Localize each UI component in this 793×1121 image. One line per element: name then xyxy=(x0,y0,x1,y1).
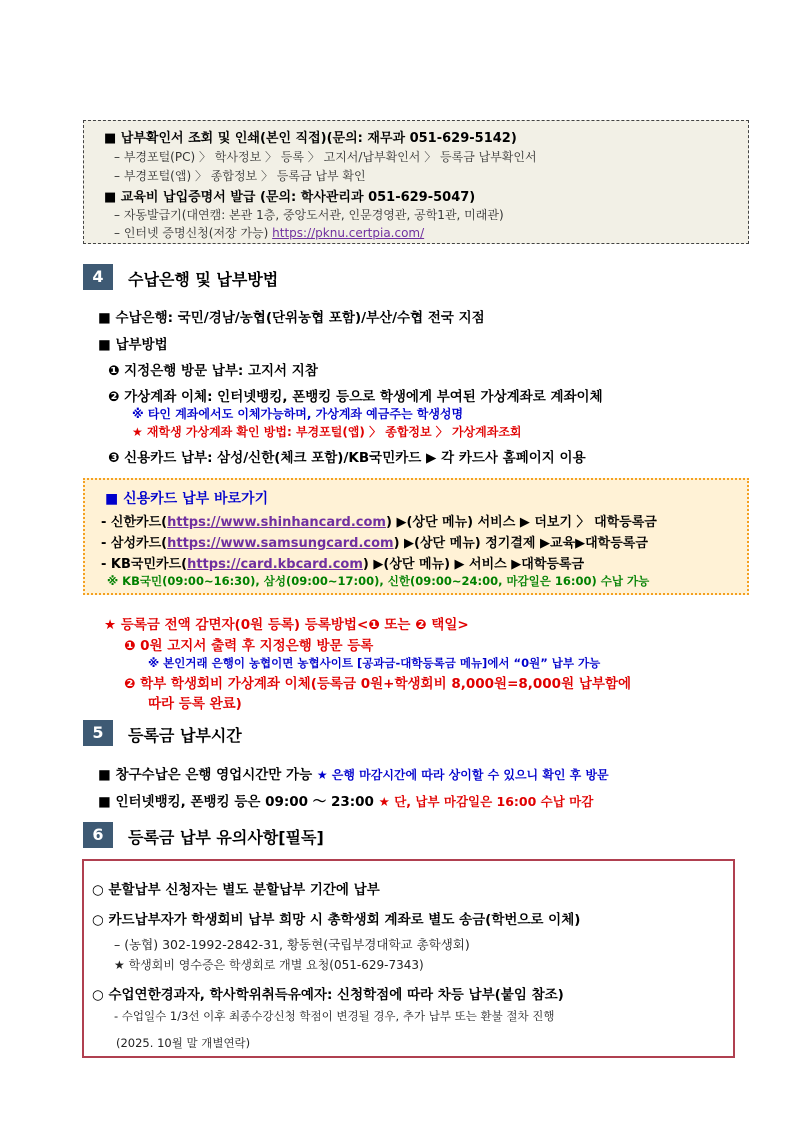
exempt-option-2-cont: 따라 등록 완료) xyxy=(148,696,242,712)
exempt-option-1: ❶ 0원 고지서 출력 후 지정은행 방문 등록 xyxy=(124,638,374,654)
method-credit-card: ❸ 신용카드 납부: 삼성/신한(체크 포함)/KB국민카드 ▶ 각 카드사 홈페이지 이용 xyxy=(108,450,586,466)
section-title-5: 등록금 납부시간 xyxy=(128,726,242,745)
section-number-4: 4 xyxy=(83,264,113,290)
notice-box xyxy=(82,859,735,1058)
counter-hours xyxy=(98,763,609,783)
receipt-heading: ■ 납부확인서 조회 및 인쇄(본인 직접)(문의: 재무과 051-629-5142) xyxy=(104,131,517,146)
card-shortcut-box xyxy=(83,478,749,595)
certificate-online-label: – 인터넷 증명신청(저장 가능) xyxy=(114,226,273,240)
card-shortcut-title: ■ 신용카드 납부 바로가기 xyxy=(105,491,269,507)
certificate-online xyxy=(114,224,424,241)
section-number-6: 6 xyxy=(83,822,113,848)
shinhan-link[interactable]: https://www.shinhancard.com xyxy=(167,515,386,530)
online-hours-note: ★ 단, 납부 마감일은 16:00 수납 마감 xyxy=(378,794,594,809)
notice-installment: ○ 분할납부 신청자는 별도 분할납부 기간에 납부 xyxy=(92,882,380,898)
exempt-nh-note: ※ 본인거래 은행이 농협이면 농협사이트 [공과금-대학등록금 메뉴]에서 “0원” 납부 가능 xyxy=(148,656,601,670)
certificate-kiosk: – 자동발급기(대연캠: 본관 1층, 중앙도서관, 인문경영관, 공학1관, 미래관) xyxy=(114,208,504,222)
receipt-path-pc: – 부경포털(PC) 〉 학사정보 〉 등록 〉 고지서/납부확인서 〉 등록금 납부확인서 xyxy=(114,150,537,164)
payment-method-heading: ■ 납부방법 xyxy=(98,337,168,353)
kb-path: ) ▶(상단 메뉴) ▶ 서비스 ▶대학등록금 xyxy=(362,557,585,572)
receipt-info-box xyxy=(83,120,749,244)
method-bank-visit: ❶ 지정은행 방문 납부: 고지서 지참 xyxy=(108,363,318,379)
section-title-6: 등록금 납부 유의사항[필독] xyxy=(128,828,324,847)
section-title-4: 수납은행 및 납부방법 xyxy=(128,270,279,289)
samsung-link[interactable]: https://www.samsungcard.com xyxy=(167,536,394,551)
virtual-account-check: ★ 재학생 가상계좌 확인 방법: 부경포털(앱) 〉 종합정보 〉 가상계좌조회 xyxy=(132,425,522,439)
virtual-account-note: ※ 타인 계좌에서도 이체가능하며, 가상계좌 예금주는 학생성명 xyxy=(132,407,464,421)
receipt-path-app: – 부경포털(앱) 〉 종합정보 〉 등록금 납부 확인 xyxy=(114,169,366,183)
method-virtual-account: ❷ 가상계좌 이체: 인터넷뱅킹, 폰뱅킹 등으로 학생에게 부여된 가상계좌로 계좌이체 xyxy=(108,389,603,405)
shinhan-row xyxy=(101,511,657,530)
exempt-option-2: ❷ 학부 학생회비 가상계좌 이체(등록금 0원+학생회비 8,000원=8,000원 납부함에 xyxy=(124,676,631,692)
samsung-label: - 삼성카드( xyxy=(101,536,168,551)
samsung-path: ) ▶(상단 메뉴) 정기결제 ▶교육▶대학등록금 xyxy=(393,536,648,551)
online-hours-text: ■ 인터넷뱅킹, 폰뱅킹 등은 09:00 ～ 23:00 xyxy=(98,794,379,810)
bank-list: ■ 수납은행: 국민/경남/농협(단위농협 포함)/부산/수협 전국 지점 xyxy=(98,310,485,326)
kb-label: - KB국민카드( xyxy=(101,557,188,572)
certificate-heading: ■ 교육비 납입증명서 발급 (문의: 학사관리과 051-629-5047) xyxy=(104,190,476,205)
samsung-row xyxy=(101,532,648,551)
online-hours xyxy=(98,790,593,810)
notice-overtime: ○ 수업연한경과자, 학사학위취득유예자: 신청학점에 따라 차등 납부(붙임 참조) xyxy=(92,987,564,1003)
notice-receipt: ★ 학생회비 영수증은 학생회로 개별 요청(051-629-7343) xyxy=(114,958,424,972)
notice-contact-date: (2025. 10월 말 개별연락) xyxy=(116,1036,251,1050)
notice-account: – (농협) 302-1992-2842-31, 황동현(국립부경대학교 총학생회) xyxy=(114,937,470,952)
section-number-5: 5 xyxy=(83,720,113,746)
kb-link[interactable]: https://card.kbcard.com xyxy=(187,557,363,572)
shinhan-label: - 신한카드( xyxy=(101,515,168,530)
card-hours-note: ※ KB국민(09:00~16:30), 삼성(09:00~17:00), 신한(09:00~24:00, 마감일은 16:00) 수납 가능 xyxy=(107,574,650,588)
certpia-link[interactable]: https://pknu.certpia.com/ xyxy=(272,226,425,240)
notice-refund: - 수업일수 1/3선 이후 최종수강신청 학점이 변경될 경우, 추가 납부 또는 환불 절차 진행 xyxy=(114,1009,555,1023)
counter-hours-note: ★ 은행 마감시간에 따라 상이할 수 있으니 확인 후 방문 xyxy=(316,768,609,782)
exempt-heading: ★ 등록금 전액 감면자(0원 등록) 등록방법<❶ 또는 ❷ 택일> xyxy=(104,617,469,633)
shinhan-path: ) ▶(상단 메뉴) 서비스 ▶ 더보기 〉 대학등록금 xyxy=(385,515,657,530)
kb-row xyxy=(101,553,584,572)
notice-card-fee: ○ 카드납부자가 학생회비 납부 희망 시 총학생회 계좌로 별도 송금(학번으로 이체) xyxy=(92,912,581,928)
counter-hours-text: ■ 창구수납은 은행 영업시간만 가능 xyxy=(98,767,317,783)
